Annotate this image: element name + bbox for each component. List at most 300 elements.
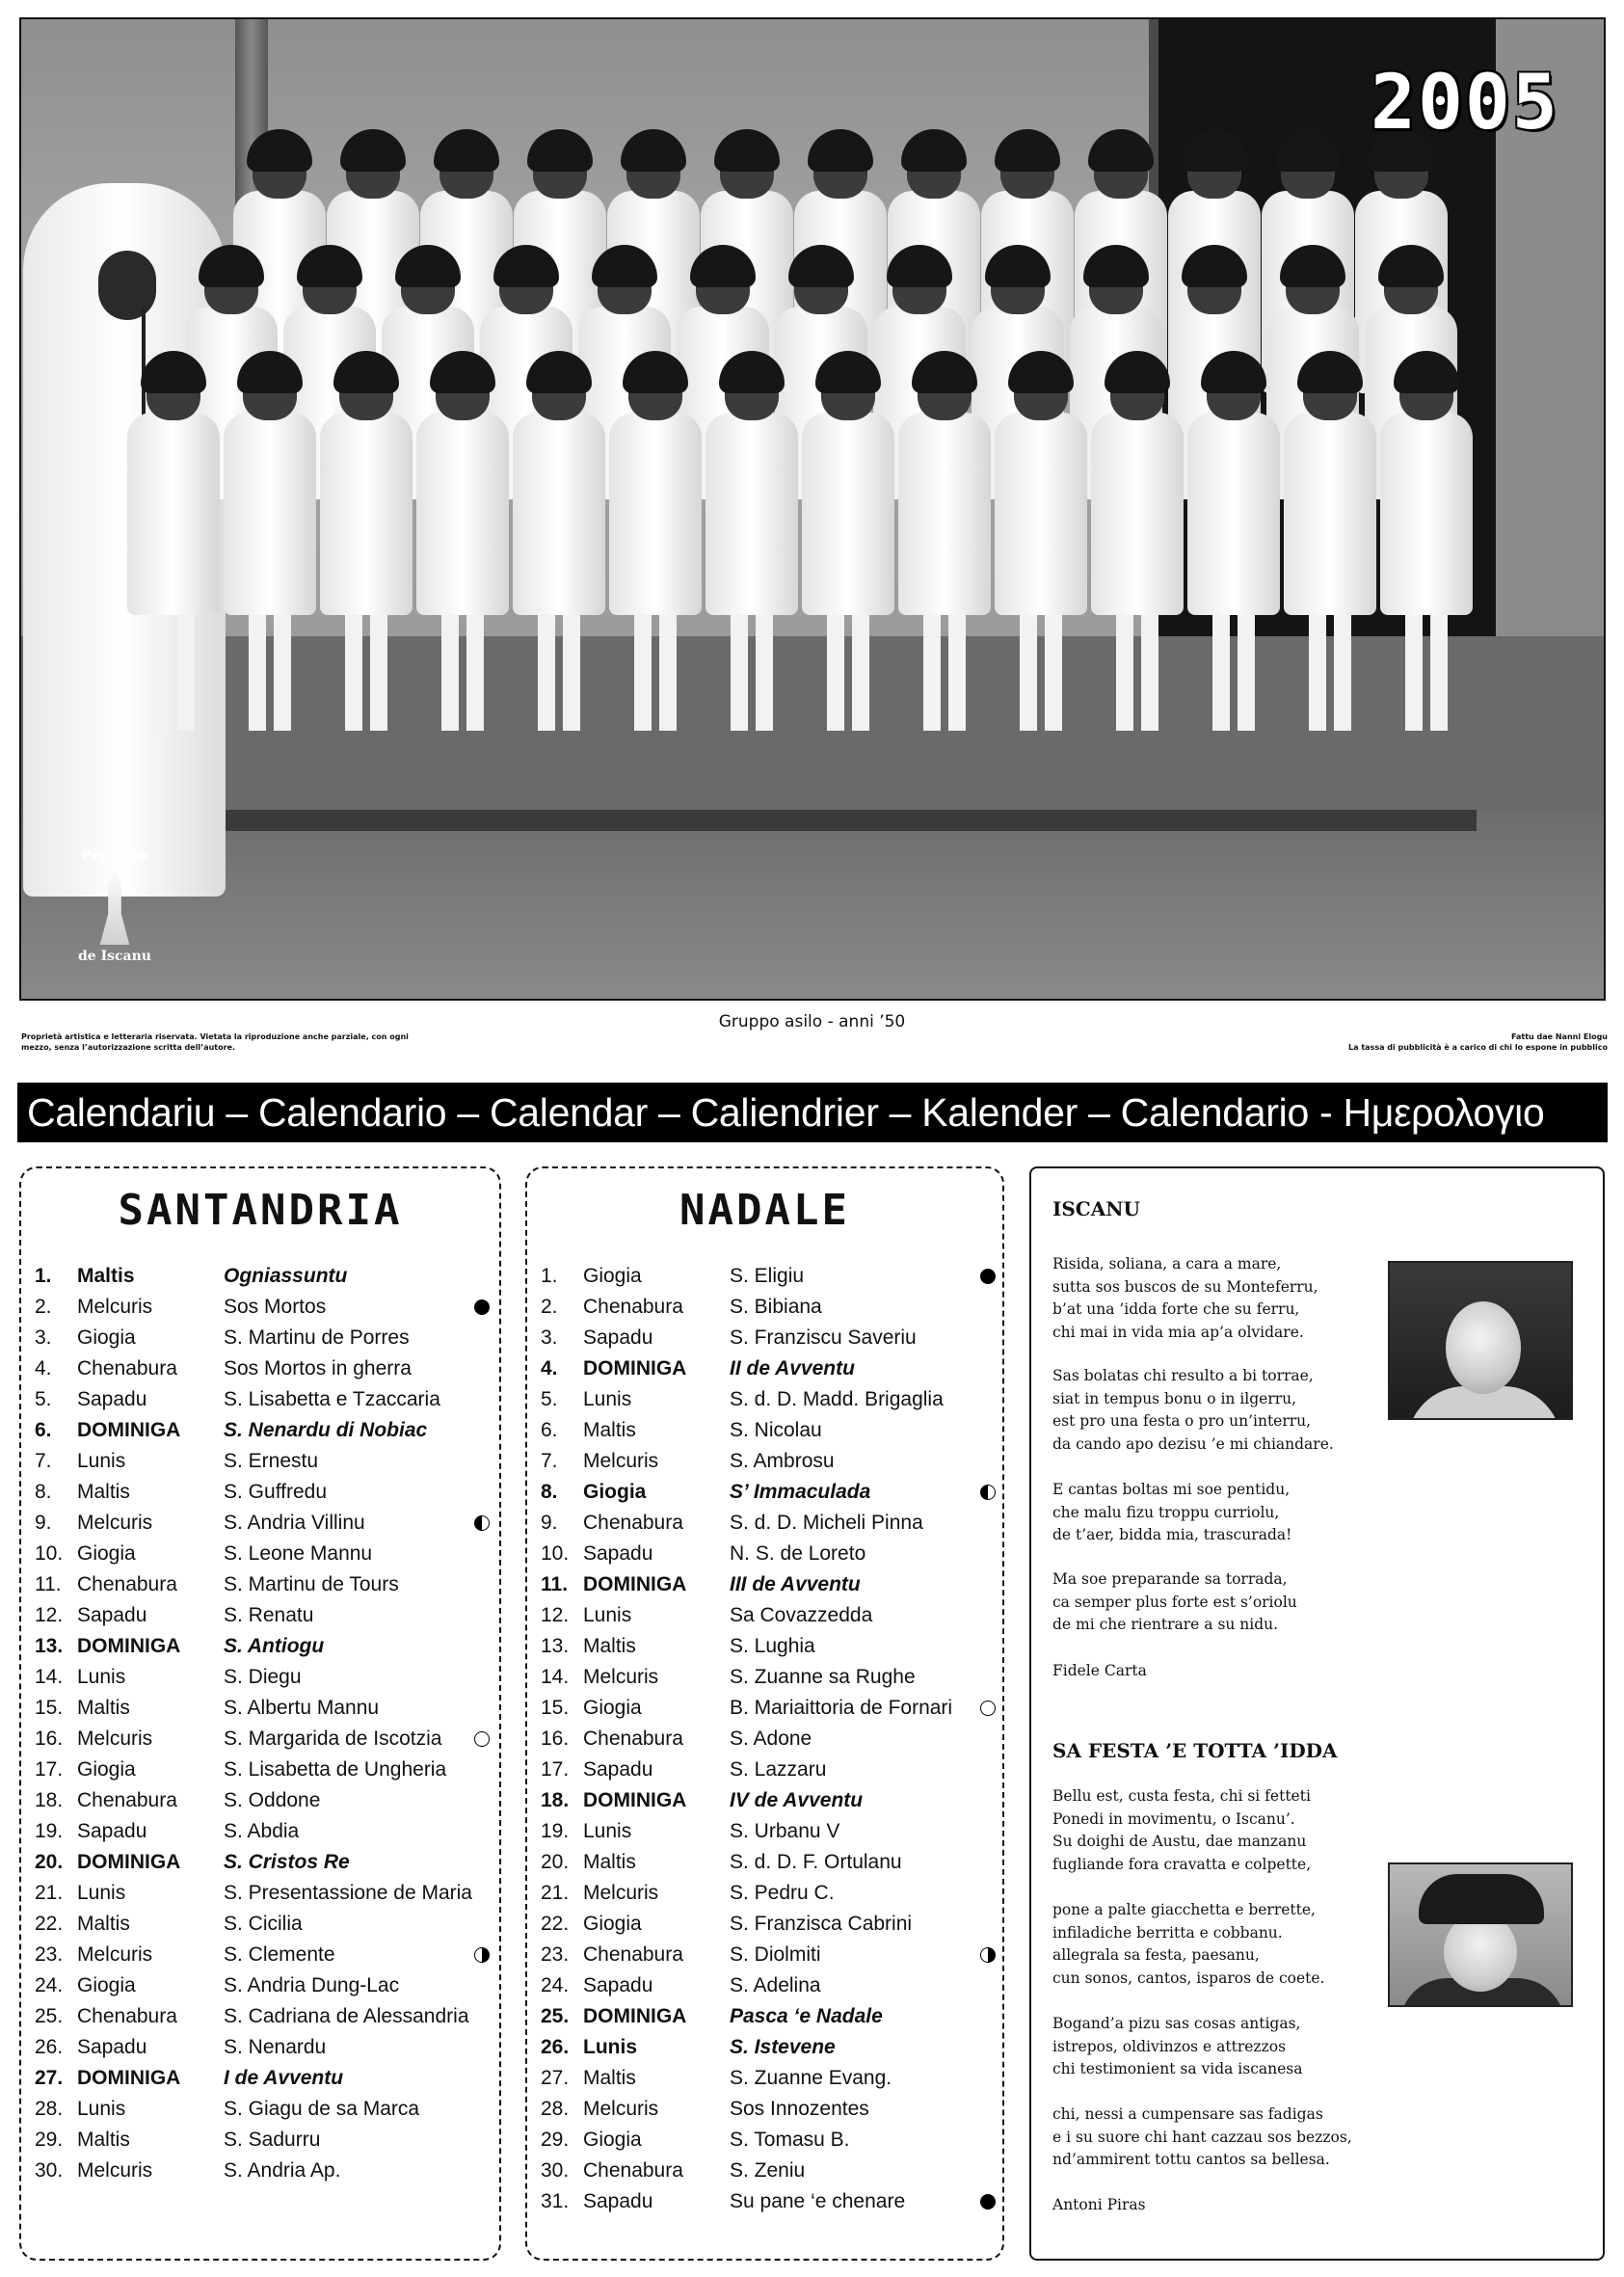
child-legs: [152, 615, 195, 731]
day-row: [541, 1631, 994, 1662]
saint-name: S. Eligiu: [730, 1265, 805, 1287]
day-row: [35, 1508, 488, 1539]
day-row: [541, 1600, 994, 1631]
poem-author: Fidele Carta: [1052, 1662, 1147, 1679]
child-legs: [1212, 615, 1255, 731]
portrait-antoni-piras: [1388, 1862, 1573, 2007]
day-number: 1.: [541, 1265, 558, 1287]
saint-name: S. Lisabetta e Tzaccaria: [224, 1388, 440, 1410]
weekday: Chenabura: [583, 1728, 683, 1750]
poems-panel: [1029, 1166, 1605, 2261]
weekday: Chenabura: [583, 1296, 683, 1318]
saint-name: S. Lazzaru: [730, 1758, 827, 1781]
saint-name: S’ Immaculada: [730, 1481, 871, 1503]
day-number: 20.: [35, 1851, 64, 1873]
portrait-face: [1444, 1913, 1517, 1992]
day-row: [541, 2125, 994, 2156]
poem-title-iscanu: ISCANU: [1052, 1197, 1140, 1220]
saint-name: S. Istevene: [730, 2036, 836, 2058]
poem-stanza: pone a palte giacchetta e berrette, infiladiche berritta e cobbanu. allegrala sa festa, paesanu, cun sonos, cantos, isparos de coete.: [1052, 1901, 1325, 1987]
weekday: DOMINIGA: [583, 1789, 687, 1811]
child-legs: [634, 615, 677, 731]
weekday: Sapadu: [77, 2036, 147, 2058]
day-number: 2.: [35, 1296, 52, 1318]
day-number: 30.: [541, 2159, 570, 2182]
day-number: 26.: [35, 2036, 64, 2058]
child-legs: [827, 615, 869, 731]
pro-loco-logo-bottom: de Iscanu: [78, 949, 151, 964]
day-row: [541, 1323, 994, 1353]
day-number: 24.: [35, 1974, 64, 1996]
saint-name: S. Bibiana: [730, 1296, 822, 1318]
saint-name: S. Sadurru: [224, 2129, 321, 2151]
day-row: [541, 1569, 994, 1600]
child-smock: [995, 413, 1087, 615]
day-number: 15.: [35, 1697, 64, 1719]
day-list: [35, 1261, 488, 2186]
day-number: 25.: [541, 2005, 570, 2027]
day-row: [35, 2094, 488, 2125]
day-number: 29.: [35, 2129, 64, 2151]
saint-name: S. Tomasu B.: [730, 2129, 850, 2151]
pro-loco-tower-icon: [98, 868, 131, 945]
weekday: Maltis: [77, 1913, 130, 1935]
saint-name: S. Nenardu: [224, 2036, 327, 2058]
new-moon-icon: [980, 1701, 996, 1716]
day-row: [35, 1785, 488, 1816]
child-legs: [441, 615, 484, 731]
month-santandria: [19, 1166, 501, 2261]
day-number: 19.: [541, 1820, 570, 1842]
child-smock: [1284, 413, 1376, 615]
day-row: [35, 1755, 488, 1785]
saint-name: III de Avventu: [730, 1573, 861, 1595]
poem-stanza: Ma soe preparande sa torrada, ca semper plus forte est s’oriolu de mi che rientrare a su nidu.: [1052, 1570, 1297, 1633]
saint-name: II de Avventu: [730, 1357, 855, 1380]
day-row: [541, 2186, 994, 2217]
day-row: [541, 1446, 994, 1477]
day-number: 6.: [35, 1419, 52, 1441]
day-number: 13.: [541, 1635, 570, 1657]
weekday: Chenabura: [77, 1789, 177, 1811]
weekday: Lunis: [583, 2036, 637, 2058]
saint-name: S. Oddone: [224, 1789, 321, 1811]
weekday: Giogia: [583, 1913, 642, 1935]
day-row: [35, 1970, 488, 2001]
day-number: 10.: [35, 1542, 64, 1565]
day-number: 20.: [541, 1851, 570, 1873]
day-number: 4.: [541, 1357, 558, 1380]
day-row: [541, 1909, 994, 1940]
day-number: 8.: [35, 1481, 52, 1503]
day-number: 16.: [541, 1728, 570, 1750]
weekday: Maltis: [77, 1481, 130, 1503]
day-number: 25.: [35, 2005, 64, 2027]
poem-stanza: E cantas boltas mi soe pentidu, che malu fizu troppu curriolu, de t’aer, bidda mia, trascurada!: [1052, 1481, 1292, 1543]
child-smock: [224, 413, 316, 615]
weekday: DOMINIGA: [583, 2005, 687, 2027]
weekday: Lunis: [583, 1820, 632, 1842]
weekday: Melcuris: [583, 1882, 659, 1904]
saint-name: S. Nenardu di Nobiac: [224, 1419, 428, 1441]
saint-name: N. S. de Loreto: [730, 1542, 866, 1565]
weekday: Maltis: [583, 1635, 636, 1657]
child-smock: [802, 413, 894, 615]
weekday: Chenabura: [77, 1357, 177, 1380]
weekday: Giogia: [77, 1542, 136, 1565]
poem-author: Antoni Piras: [1052, 2196, 1146, 2213]
day-row: [35, 1261, 488, 1292]
saint-name: S. Zuanne Evang.: [730, 2067, 892, 2089]
saint-name: S. Cadriana de Alessandria: [224, 2005, 469, 2027]
full-moon-icon: [980, 1269, 996, 1284]
saint-name: S. Zeniu: [730, 2159, 806, 2182]
day-row: [541, 1785, 994, 1816]
child-legs: [731, 615, 773, 731]
saint-name: Sa Covazzedda: [730, 1604, 873, 1626]
weekday: Sapadu: [583, 1326, 653, 1349]
day-number: 1.: [35, 1265, 52, 1287]
last-quarter-moon-icon: [980, 1485, 996, 1500]
weekday: Lunis: [583, 1388, 632, 1410]
weekday: Melcuris: [77, 1296, 153, 1318]
day-number: 8.: [541, 1481, 558, 1503]
day-number: 28.: [541, 2098, 570, 2120]
weekday: DOMINIGA: [77, 1419, 181, 1441]
weekday: Giogia: [583, 1481, 647, 1503]
weekday: Sapadu: [583, 1974, 653, 1996]
day-number: 27.: [35, 2067, 64, 2089]
day-number: 23.: [35, 1943, 64, 1966]
saint-name: S. Franziscu Saveriu: [730, 1326, 917, 1349]
photo-caption: Gruppo asilo - anni ’50: [718, 1012, 906, 1031]
weekday: Maltis: [77, 1697, 130, 1719]
credits-line-1: Fattu dae Nanni Elogu: [1511, 1032, 1608, 1041]
child-smock: [416, 413, 509, 615]
day-row: [541, 1693, 994, 1724]
saint-name: S. Andria Villinu: [224, 1512, 365, 1534]
day-row: [35, 2125, 488, 2156]
day-row: [541, 1477, 994, 1508]
day-row: [541, 2063, 994, 2094]
weekday: Maltis: [583, 2067, 636, 2089]
day-row: [35, 1446, 488, 1477]
day-number: 29.: [541, 2129, 570, 2151]
credits-line-2: La tassa di pubblicità è a carico di chi lo espone in pubblico: [1348, 1043, 1608, 1052]
saint-name: S. Albertu Mannu: [224, 1697, 380, 1719]
day-number: 22.: [35, 1913, 64, 1935]
saint-name: Sos Innozentes: [730, 2098, 869, 2120]
weekday: Melcuris: [583, 2098, 659, 2120]
day-row: [541, 1970, 994, 2001]
saint-name: S. Ernestu: [224, 1450, 319, 1472]
day-number: 2.: [541, 1296, 558, 1318]
day-row: [35, 1415, 488, 1446]
day-number: 12.: [541, 1604, 570, 1626]
day-row: [541, 1508, 994, 1539]
saint-name: S. Urbanu V: [730, 1820, 840, 1842]
day-row: [35, 1816, 488, 1847]
saint-name: B. Mariaittoria de Fornari: [730, 1697, 953, 1719]
day-row: [35, 1384, 488, 1415]
weekday: Lunis: [77, 2098, 126, 2120]
day-number: 9.: [541, 1512, 558, 1534]
weekday: Sapadu: [77, 1604, 147, 1626]
child-smock: [706, 413, 798, 615]
saint-name: S. Leone Mannu: [224, 1542, 373, 1565]
saint-name: S. Cicilia: [224, 1913, 303, 1935]
month-nadale: [525, 1166, 1004, 2261]
poem-stanza: Bellu est, custa festa, chi si fetteti Ponedi in movimentu, o Iscanu’. Su doighi de Austu, dae manzanu fugliande fora cravatta e colpette,: [1052, 1787, 1312, 1873]
weekday: Melcuris: [77, 2159, 153, 2182]
saint-name: Su pane ‘e chenare: [730, 2190, 906, 2212]
saint-name: Sos Mortos: [224, 1296, 327, 1318]
weekday: Giogia: [77, 1758, 136, 1781]
day-number: 28.: [35, 2098, 64, 2120]
day-number: 17.: [35, 1758, 64, 1781]
first-quarter-moon-icon: [980, 1947, 996, 1963]
photo-nun-face: [98, 251, 156, 320]
saint-name: S. d. D. F. Ortulanu: [730, 1851, 902, 1873]
weekday: Chenabura: [583, 1512, 683, 1534]
weekday: Maltis: [583, 1419, 636, 1441]
day-row: [35, 1353, 488, 1384]
weekday: Sapadu: [77, 1388, 147, 1410]
poem-title-sa-festa: SA FESTA ’E TOTTA ’IDDA: [1052, 1739, 1338, 1762]
day-row: [35, 1569, 488, 1600]
weekday: Chenabura: [77, 1573, 177, 1595]
weekday: Maltis: [77, 2129, 130, 2151]
day-number: 11.: [35, 1573, 62, 1595]
saint-name: S. Diolmiti: [730, 1943, 821, 1966]
day-row: [541, 2156, 994, 2186]
portrait-cap: [1419, 1874, 1544, 1924]
day-row: [541, 1724, 994, 1755]
saint-name: S. Lughia: [730, 1635, 815, 1657]
day-row: [541, 1415, 994, 1446]
day-number: 26.: [541, 2036, 570, 2058]
poem-stanza: chi, nessi a cumpensare sas fadigas e i su suore chi hant cazzau sos bezzos, nd’ammirent tottu cantos sa bellesa.: [1052, 2105, 1352, 2168]
day-row: [541, 2001, 994, 2032]
day-row: [541, 1662, 994, 1693]
day-row: [35, 1662, 488, 1693]
child-legs: [1020, 615, 1062, 731]
saint-name: I de Avventu: [224, 2067, 344, 2089]
day-number: 5.: [541, 1388, 558, 1410]
pro-loco-logo: [62, 848, 168, 993]
day-number: 31.: [541, 2190, 570, 2212]
new-moon-icon: [474, 1731, 490, 1747]
weekday: DOMINIGA: [77, 2067, 181, 2089]
saint-name: S. Martinu de Porres: [224, 1326, 410, 1349]
weekday: Sapadu: [583, 1758, 653, 1781]
day-number: 18.: [541, 1789, 570, 1811]
day-row: [35, 1693, 488, 1724]
weekday: Sapadu: [583, 1542, 653, 1565]
child-legs: [1116, 615, 1158, 731]
child-smock: [1380, 413, 1473, 615]
child-smock: [1091, 413, 1184, 615]
child-legs: [538, 615, 580, 731]
child-legs: [345, 615, 387, 731]
weekday: Maltis: [77, 1265, 135, 1287]
day-row: [541, 1847, 994, 1878]
last-quarter-moon-icon: [474, 1515, 490, 1531]
calendar-year: 2005: [1371, 60, 1559, 147]
weekday: Chenabura: [583, 2159, 683, 2182]
day-number: 3.: [35, 1326, 52, 1349]
day-row: [35, 1539, 488, 1569]
saint-name: S. Renatu: [224, 1604, 314, 1626]
weekday: Lunis: [77, 1450, 126, 1472]
calendar-banner: Calendariu – Calendario – Calendar – Caliendrier – Kalender – Calendario - Ημερολογιο: [17, 1083, 1608, 1142]
weekday: Melcuris: [583, 1450, 659, 1472]
saint-name: S. d. D. Madd. Brigaglia: [730, 1388, 944, 1410]
day-row: [35, 2063, 488, 2094]
child-smock: [1187, 413, 1280, 615]
day-number: 19.: [35, 1820, 64, 1842]
saint-name: S. Franzisca Cabrini: [730, 1913, 913, 1935]
day-row: [541, 2094, 994, 2125]
day-row: [541, 1878, 994, 1909]
poem-stanza: Risida, soliana, a cara a mare, sutta sos buscos de su Monteferru, b’at una ’idda forte che su ferru, chi mai in vida mia ap’a olvidare.: [1052, 1255, 1318, 1341]
saint-name: Pasca ‘e Nadale: [730, 2005, 883, 2027]
portrait-face: [1446, 1301, 1521, 1394]
child-smock: [127, 413, 220, 615]
weekday: Giogia: [77, 1974, 136, 1996]
saint-name: S. Lisabetta de Ungheria: [224, 1758, 447, 1781]
day-list: [541, 1261, 994, 2217]
weekday: Giogia: [583, 1697, 642, 1719]
day-number: 4.: [35, 1357, 52, 1380]
full-moon-icon: [474, 1299, 490, 1315]
weekday: DOMINIGA: [77, 1635, 181, 1657]
weekday: Chenabura: [583, 1943, 683, 1966]
child-smock: [513, 413, 605, 615]
day-row: [541, 1816, 994, 1847]
day-number: 24.: [541, 1974, 570, 1996]
day-row: [35, 1477, 488, 1508]
saint-name: S. Ambrosu: [730, 1450, 835, 1472]
weekday: Chenabura: [77, 2005, 177, 2027]
pro-loco-logo-top: Pro Loco: [81, 848, 148, 864]
photo-ground: [21, 810, 1606, 1001]
day-row: [541, 1292, 994, 1323]
portrait-fidele-carta: [1388, 1261, 1573, 1420]
saint-name: S. Cristos Re: [224, 1851, 350, 1873]
day-row: [541, 1384, 994, 1415]
day-number: 5.: [35, 1388, 52, 1410]
saint-name: S. d. D. Micheli Pinna: [730, 1512, 923, 1534]
weekday: Giogia: [77, 1326, 136, 1349]
day-number: 27.: [541, 2067, 570, 2089]
child-smock: [320, 413, 413, 615]
day-row: [541, 1755, 994, 1785]
saint-name: S. Abdia: [224, 1820, 300, 1842]
day-number: 14.: [541, 1666, 570, 1688]
day-number: 22.: [541, 1913, 570, 1935]
saint-name: S. Pedru C.: [730, 1882, 835, 1904]
poem-stanza: Bogand’a pizu sas cosas antigas, istrepos, oldivinzos e attrezzos chi testimonient sa vida iscanesa: [1052, 2015, 1303, 2077]
saint-name: S. Andria Dung-Lac: [224, 1974, 400, 1996]
day-number: 13.: [35, 1635, 64, 1657]
day-number: 23.: [541, 1943, 570, 1966]
full-moon-icon: [980, 2194, 996, 2210]
day-number: 7.: [541, 1450, 558, 1472]
saint-name: S. Adone: [730, 1728, 812, 1750]
weekday: DOMINIGA: [583, 1357, 687, 1380]
weekday: Lunis: [583, 1604, 632, 1626]
month-title: SANTANDRIA: [118, 1186, 403, 1235]
day-row: [35, 1323, 488, 1353]
day-number: 21.: [541, 1882, 570, 1904]
day-number: 21.: [35, 1882, 64, 1904]
saint-name: S. Diegu: [224, 1666, 302, 1688]
child-legs: [249, 615, 291, 731]
saint-name: S. Andria Ap.: [224, 2159, 341, 2182]
weekday: Melcuris: [77, 1728, 153, 1750]
photo-bench: [127, 810, 1477, 831]
saint-name: S. Presentassione de Maria: [224, 1882, 472, 1904]
class-photo: [19, 17, 1606, 1001]
day-row: [541, 1261, 994, 1292]
weekday: Melcuris: [583, 1666, 659, 1688]
weekday: Sapadu: [583, 2190, 653, 2212]
photo-nun-cross: [142, 308, 146, 415]
weekday: DOMINIGA: [583, 1573, 687, 1595]
saint-name: S. Guffredu: [224, 1481, 328, 1503]
child-smock: [609, 413, 702, 615]
weekday: Melcuris: [77, 1512, 153, 1534]
weekday: DOMINIGA: [77, 1851, 181, 1873]
weekday: Giogia: [583, 2129, 642, 2151]
day-row: [35, 1878, 488, 1909]
weekday: Melcuris: [77, 1943, 153, 1966]
child-legs: [1405, 615, 1448, 731]
day-row: [541, 1353, 994, 1384]
day-row: [35, 1940, 488, 1970]
day-number: 11.: [541, 1573, 569, 1595]
day-row: [35, 1631, 488, 1662]
day-row: [35, 2156, 488, 2186]
day-number: 30.: [35, 2159, 64, 2182]
rights-notice: Proprietà artistica e letteraria riservata. Vietata la riproduzione anche parziale, con ogni mezzo, senza l’autorizzazione scritta dell’autore.: [21, 1032, 409, 1052]
day-number: 9.: [35, 1512, 52, 1534]
day-row: [35, 1724, 488, 1755]
credits-notice: [1203, 1031, 1608, 1053]
day-number: 12.: [35, 1604, 64, 1626]
child-smock: [898, 413, 991, 615]
day-number: 3.: [541, 1326, 558, 1349]
day-number: 17.: [541, 1758, 570, 1781]
saint-name: S. Giagu de sa Marca: [224, 2098, 420, 2120]
day-row: [35, 2001, 488, 2032]
day-row: [541, 1940, 994, 1970]
saint-name: S. Margarida de Iscotzia: [224, 1728, 442, 1750]
day-number: 18.: [35, 1789, 64, 1811]
child-legs: [923, 615, 966, 731]
day-number: 15.: [541, 1697, 570, 1719]
weekday: Sapadu: [77, 1820, 147, 1842]
saint-name: Sos Mortos in gherra: [224, 1357, 412, 1380]
weekday: Maltis: [583, 1851, 636, 1873]
saint-name: Ogniassuntu: [224, 1265, 348, 1287]
day-number: 6.: [541, 1419, 558, 1441]
day-row: [35, 1600, 488, 1631]
poem-stanza: Sas bolatas chi resulto a bi torrae, siat in tempus bonu o in ilgerru, est pro una festa o pro un’interru, da cando apo dezisu ’e mi chiandare.: [1052, 1367, 1334, 1453]
day-row: [35, 1292, 488, 1323]
day-number: 10.: [541, 1542, 570, 1565]
